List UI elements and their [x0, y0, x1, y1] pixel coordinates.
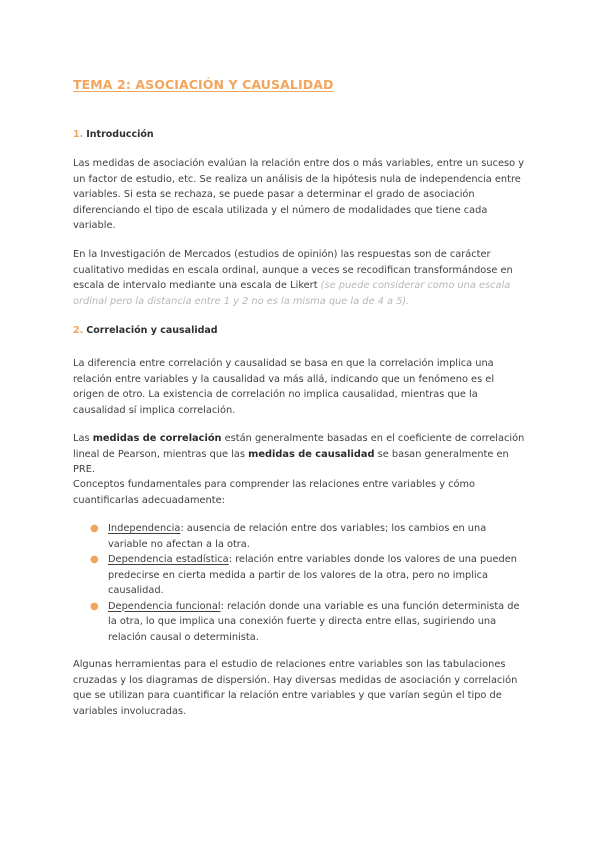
intro-paragraph-2-text: En la Investigación de Mercados (estudios de opinión) las respuestas son de carácter cualitativo medidas en escala ordinal, aunque a veces se recodifican transformándose en escala de intervalo mediante una escala de Likert [73, 249, 513, 291]
concepts-list [88, 521, 528, 645]
list-item-text: : relación entre variables donde los valores de una pueden predecirse en cierta medida a partir de los valores de la otra, pero no implica causalidad. [108, 554, 517, 596]
section-number: 1. [73, 129, 84, 140]
text-run: se basan generalmente en PRE. [73, 448, 509, 475]
list-item-text: : relación donde una variable es una función determinista de la otra, lo que implica una conexión fuerte y directa entre ellas, sugiriendo una relación causal o determinista. [108, 600, 520, 643]
text-run: Las [73, 433, 93, 444]
list-item [88, 599, 528, 646]
section-title: Introducción [86, 129, 154, 140]
intro-paragraph-2 [73, 247, 528, 309]
intro-paragraph-1: Las medidas de asociación evalúan la relación entre dos o más variables, entre un suceso y un factor de estudio, etc. Se realiza un análisis de la hipótesis nula de independencia entre variables. Si esta se rechaza, se puede pasar a determinar el grado de asociación diferenciando el tipo de escala utilizada y el número de modalidades que tiene cada variable. [73, 158, 525, 231]
section-title: Correlación y causalidad [86, 325, 218, 336]
section-heading-introduccion [73, 129, 154, 140]
likert-note: (se puede considerar como una escala ordinal pero la distancia entre 1 y 2 no es la misma que la de 4 a 5). [73, 280, 511, 307]
correlation-paragraph-3: Conceptos fundamentales para comprender las relaciones entre variables y cómo cuantificarlas adecuadamente: [73, 479, 476, 506]
correlation-paragraph-4: Algunas herramientas para el estudio de relaciones entre variables son las tabulaciones cruzadas y los diagramas de dispersión. Hay diversas medidas de asociación y correlación que se utilizan para cuantificar la relación entre variables y que varían según el tipo de variables involucradas. [73, 659, 518, 717]
term-dependencia-funcional: Dependencia funcional [108, 600, 221, 612]
list-item [88, 521, 528, 552]
section-number: 2. [73, 325, 84, 336]
bullet-dot-icon: ● [90, 554, 99, 565]
correlation-paragraph-1: La diferencia entre correlación y causalidad se basa en que la correlación implica una relación entre variables y la causalidad va más allá, indicando que un fenómeno es el origen de otro. La existencia de correlación no implica causalidad, mientras que la causalidad sí implica correlación. [73, 358, 495, 416]
list-item [88, 552, 528, 599]
list-item-text: : ausencia de relación entre dos variables; los cambios en una variable no afectan a la otra. [108, 523, 487, 550]
section-heading-correlacion [73, 325, 218, 336]
bullet-dot-icon: ● [90, 600, 99, 612]
bold-term-correlacion: medidas de correlación [92, 433, 222, 444]
bullet-dot-icon: ● [90, 523, 99, 534]
text-run: están generalmente basadas en el coeficiente de correlación lineal de Pearson, mientras que las [73, 433, 525, 460]
term-dependencia-estadistica: Dependencia estadística [108, 554, 229, 565]
document-title: TEMA 2: ASOCIACIÓN Y CAUSALIDAD [73, 77, 334, 92]
correlation-paragraph-2 [73, 431, 528, 478]
term-independencia: Independencia [108, 523, 181, 534]
bold-term-causalidad: medidas de causalidad [248, 448, 375, 460]
